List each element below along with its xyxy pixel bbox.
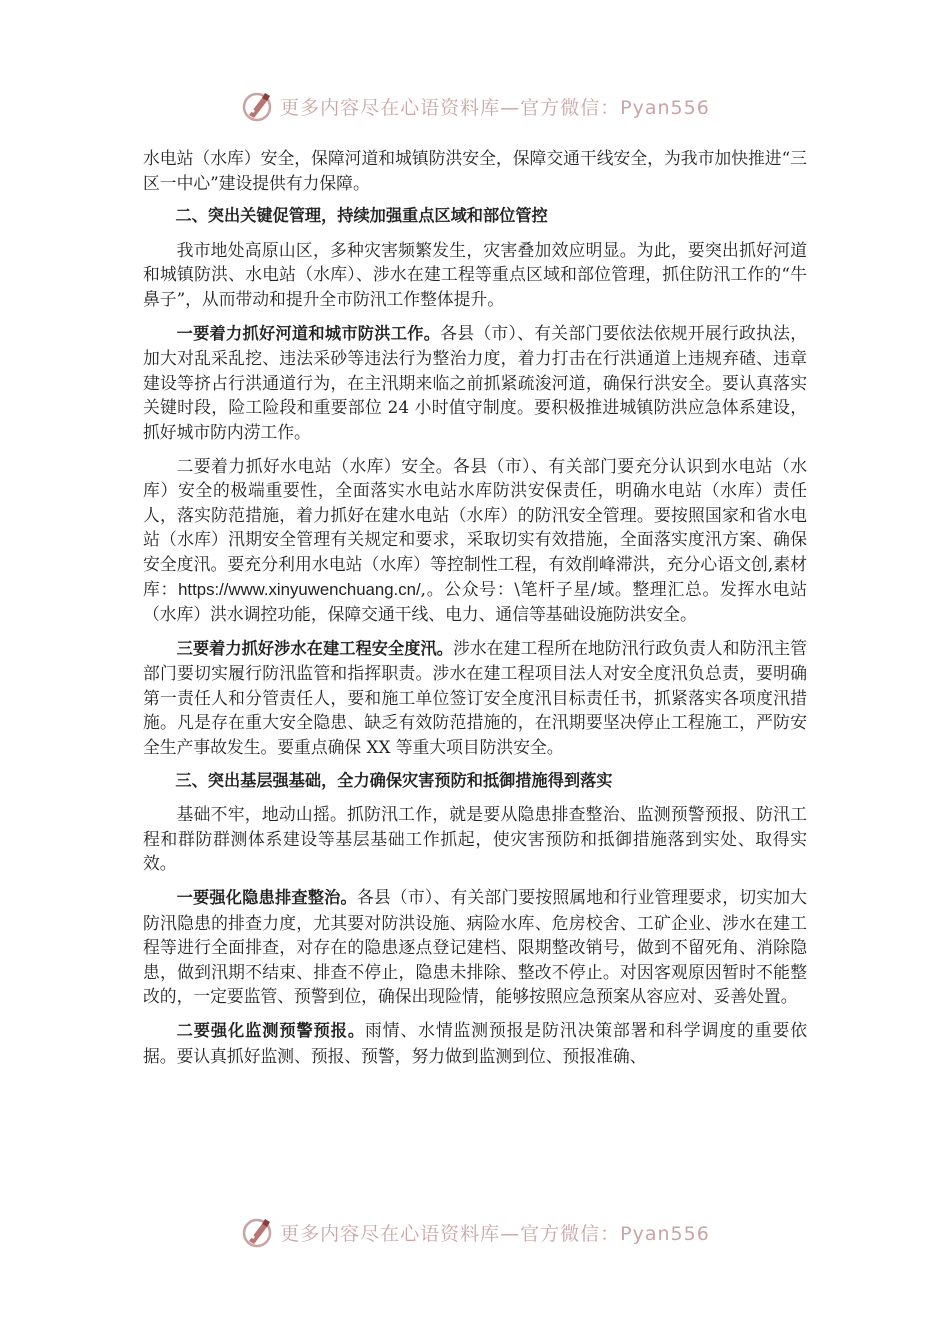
watermark-text: 更多内容尽在心语资料库—官方微信：Pyan556 xyxy=(280,1222,710,1245)
watermark-banner-top xyxy=(0,86,950,126)
pen-nib-circle-icon xyxy=(240,89,274,123)
paragraph-body: 雨情、水情监测预报是防汛决策部署和科学调度的重要依据。要认真抓好监测、预报、预警，努力做到监测到位、预报准确、 xyxy=(143,1020,807,1066)
paragraph-body: 各县（市）、有关部门要依法依规开展行政执法，加大对乱采乱挖、违法采砂等违法行为整治力度，着力打击在行洪通道上违规弃碴、违章建设等挤占行洪通道行为，在主汛期来临之前抓紧疏浚河道，确保行洪安全。要认真落实关键时段，险工险段和重要部位 24 小时值守制度。要积极推进城镇防洪应急体系建设，抓好城市防内涝工作。 xyxy=(143,322,808,442)
watermark-text: 更多内容尽在心语资料库—官方微信：Pyan556 xyxy=(280,96,710,119)
paragraph xyxy=(143,885,807,1009)
pen-nib-circle-icon xyxy=(240,1215,274,1249)
paragraph-lead: 二要强化监测预警预报。 xyxy=(176,1021,365,1040)
paragraph-lead: 一要强化隐患排查整治。 xyxy=(176,888,357,908)
paragraph xyxy=(143,321,807,445)
watermark-banner-bottom xyxy=(0,1212,950,1252)
paragraph-body: ,。公众号：\笔杆子星/域。整理汇总。发挥水电站（水库）洪水调控功能，保障交通干线、电力、通信等基础设施防洪安全。 xyxy=(143,578,807,625)
paragraph xyxy=(143,636,807,760)
paragraph-body: 涉水在建工程所在地防汛行政负责人和防汛主管部门要切实履行防汛监管和指挥职责。涉水在建工程项目法人对安全度汛负总责，要明确第一责任人和分管责任人，要和施工单位签订安全度汛目标责任书，抓紧落实各项度汛措施。凡是存在重大安全隐患、缺乏有效防范措施的，在汛期要坚决停止工程施工，严防安全生产事故发生。要重点确保 XX 等重大项目防洪安全。 xyxy=(143,637,807,758)
paragraph: 我市地处高原山区，多种灾害频繁发生，灾害叠加效应明显。为此，要突出抓好河道和城镇防洪、水电站（水库）、涉水在建工程等重点区域和部位管理，抓住防汛工作的“牛鼻子”，从而带动和提升全市防汛工作整体提升。 xyxy=(143,239,807,309)
paragraph-body: 二要着力抓好水电站（水库）安全。各县（市）、有关部门要充分认识到水电站（水库）安全的极端重要性，全面落实水电站水库防洪安保责任，明确水电站（水库）责任人，落实防范措施，着力抓好在建水电站（水库）的防汛安全管理。要按照国家和省水电站（水库）汛期安全管理有关规定和要求，采取切实有效措施，全面落实度汛方案、确保安全度汛。要充分利用水电站（水库）等控制性工程，有效削峰滞洪，充分心语文创,素材库： xyxy=(143,455,807,599)
section-heading-2: 二、突出关键促管理，持续加强重点区域和部位管控 xyxy=(175,206,548,226)
paragraph xyxy=(143,1018,807,1068)
document-body xyxy=(143,146,807,1077)
paragraph-lead: 一要着力抓好河道和城市防洪工作。 xyxy=(176,323,441,343)
section-heading-3: 三、突出基层强基础，全力确保灾害预防和抵御措施得到落实 xyxy=(175,770,613,790)
paragraph-body: 各县（市）、有关部门要按照属地和行业管理要求，切实加大防汛隐患的排查力度，尤其要对防洪设施、病险水库、危房校舍、工矿企业、涉水在建工程等进行全面排查，对存在的隐患逐点登记建档、限期整改销号，做到不留死角、消除隐患，做到汛期不结束、排查不停止，隐患未排除、整改不停止。对因客观原因暂时不能整改的，一定要监管、预警到位，确保出现险情，能够按照应急预案从容应对、妥善处置。 xyxy=(143,887,808,1007)
paragraph xyxy=(143,454,807,627)
paragraph: 基础不牢，地动山摇。抓防汛工作，就是要从隐患排查整治、监测预警预报、防汛工程和群防群测体系建设等基层基础工作抓起，使灾害预防和抵御措施落到实处、取得实效。 xyxy=(143,804,807,874)
website-url: https://www.xinyuwenchuang.cn/ xyxy=(178,579,421,599)
paragraph-lead: 三要着力抓好涉水在建工程安全度汛。 xyxy=(176,638,454,658)
paragraph: 水电站（水库）安全，保障河道和城镇防洪安全，保障交通干线安全，为我市加快推进“三区一中心”建设提供有力保障。 xyxy=(143,148,807,193)
